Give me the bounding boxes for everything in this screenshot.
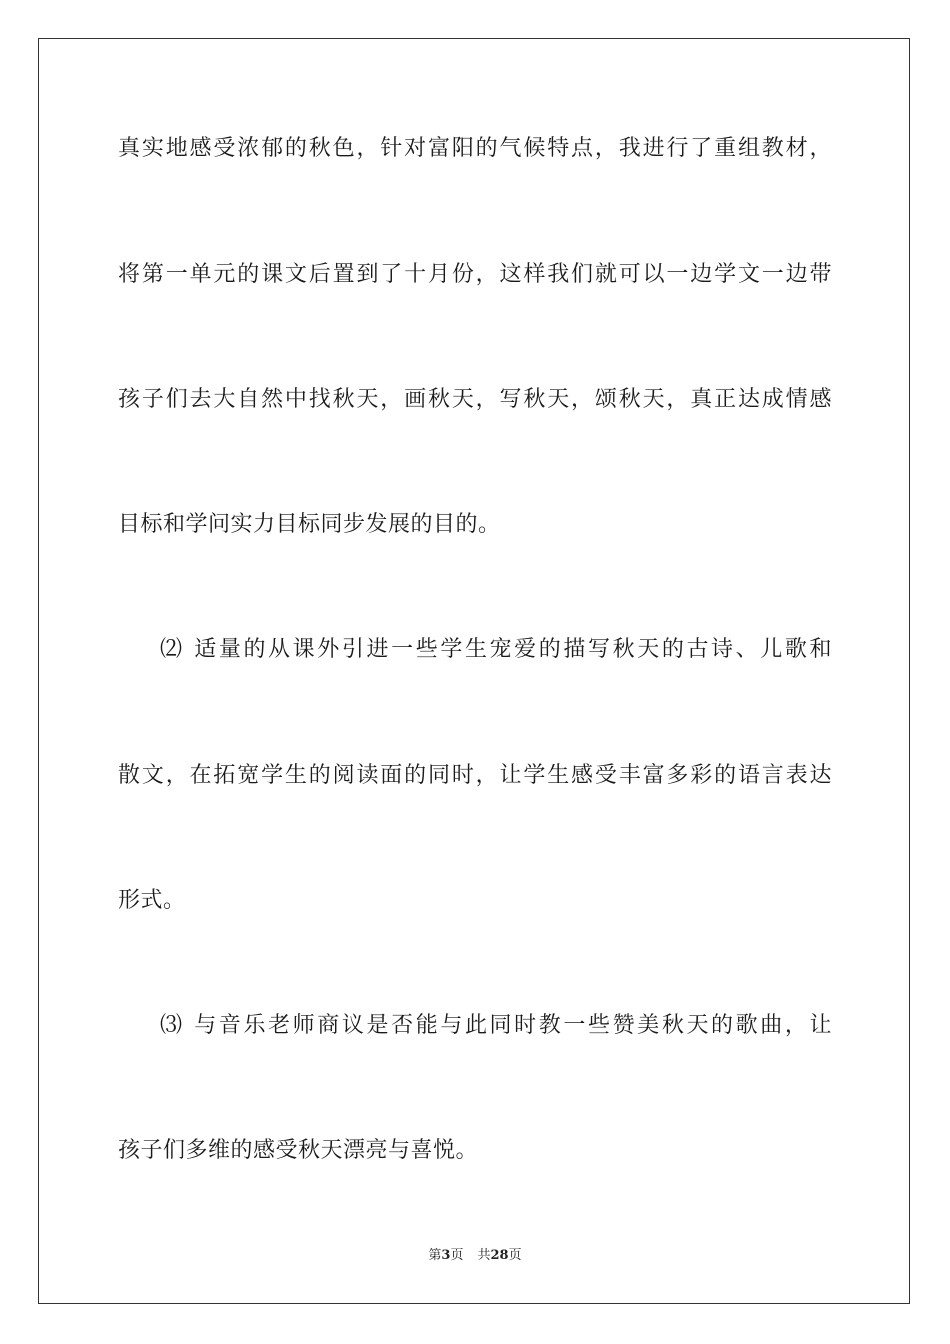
page-border bbox=[38, 38, 910, 1304]
page-suffix: 页 bbox=[450, 1248, 464, 1263]
page-prefix: 第 bbox=[428, 1248, 442, 1263]
paragraph-line-indented: ⑶ 与音乐老师商议是否能与此同时教一些赞美秋天的歌曲，让 bbox=[160, 1013, 832, 1038]
paragraph-line: 目标和学问实力目标同步发展的目的。 bbox=[118, 512, 501, 537]
paragraph-line: 散文，在拓宽学生的阅读面的同时，让学生感受丰富多彩的语言表达 bbox=[118, 763, 832, 788]
total-prefix: 共 bbox=[477, 1248, 491, 1263]
paragraph-line: 形式。 bbox=[118, 888, 186, 913]
total-suffix: 页 bbox=[508, 1248, 522, 1263]
paragraph-line: 孩子们去大自然中找秋天，画秋天，写秋天，颂秋天，真正达成情感 bbox=[118, 387, 832, 412]
paragraph-line: 真实地感受浓郁的秋色，针对富阳的气候特点，我进行了重组教材， bbox=[118, 136, 832, 161]
paragraph-line: 将第一单元的课文后置到了十月份，这样我们就可以一边学文一边带 bbox=[118, 262, 832, 287]
page-footer bbox=[0, 1247, 950, 1265]
current-page-number: 3 bbox=[441, 1248, 451, 1263]
total-page-count: 28 bbox=[490, 1248, 509, 1263]
paragraph-line-indented: ⑵ 适量的从课外引进一些学生宠爱的描写秋天的古诗、儿歌和 bbox=[160, 637, 832, 662]
paragraph-line: 孩子们多维的感受秋天漂亮与喜悦。 bbox=[118, 1138, 479, 1163]
